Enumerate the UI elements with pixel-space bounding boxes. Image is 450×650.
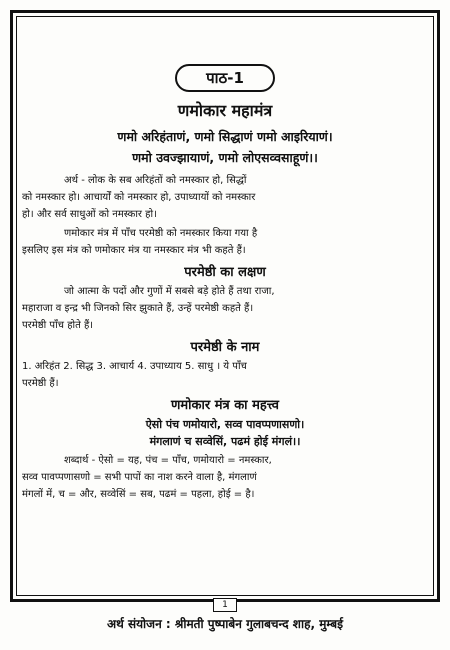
names-line-2: परमेष्ठी हैं। (22, 378, 59, 389)
meaning-line-1: अर्थ - लोक के सब अरिहंतों को नमस्कार हो, सिद्धों (64, 175, 247, 186)
mantra-line-2: णमो उवज्झायाणं, णमो लोएसव्वसाहूणं।। (132, 150, 318, 165)
mantra-line-1: णमो अरिहंताणं, णमो सिद्धाणं णमो आइरियाणं। (117, 129, 333, 144)
characteristics-line-3: परमेष्ठी पाँच होते हैं। (22, 320, 94, 331)
word-meaning-paragraph (22, 452, 428, 503)
explanation-line-1: णमोकार मंत्र में पाँच परमेष्ठी को नमस्कार किया गया है (64, 228, 258, 239)
explanation-line-2: इसलिए इस मंत्र को णमोकार मंत्र या नमस्कार मंत्र भी कहते हैं। (22, 245, 246, 256)
characteristics-line-2: महाराजा व इन्द्र भी जिनको सिर झुकाते हैं, उन्हें परमेष्ठी कहते हैं। (22, 303, 254, 314)
word-meaning-line-2: सव्व पावप्पणासणो = सभी पापों का नाश करने वाला है, मंगलाणं (22, 472, 257, 483)
section-heading-names: परमेष्ठी के नाम (190, 340, 260, 355)
importance-mantra-line-1: ऐसो पंच णमोयारो, सव्व पावप्पणासणो। (145, 418, 305, 431)
characteristics-paragraph (22, 283, 428, 334)
word-meaning-line-3: मंगलों में, च = और, सव्वेसिं = सब, पढमं = पहला, होई = है। (22, 489, 255, 500)
explanation-paragraph (22, 225, 428, 259)
lesson-label: पाठ-1 (175, 64, 275, 92)
page-content (22, 22, 428, 590)
word-meaning-line-1: शब्दार्थ - ऐसो = यह, पंच = पाँच, णमोयारो = नमस्कार, (64, 455, 272, 466)
names-paragraph (22, 358, 428, 392)
section-heading-importance: णमोकार मंत्र का महत्त्व (170, 398, 279, 413)
footer-credit: अर्थ संयोजन : श्रीमती पुष्पाबेन गुलाबचन्द शाह, मुम्बई (106, 617, 344, 631)
names-line-1: 1. अरिहंत 2. सिद्ध 3. आचार्य 4. उपाध्याय 5. साधु । ये पाँच (22, 361, 247, 372)
characteristics-line-1: जो आत्मा के पदों और गुणों में सबसे बड़े होते हैं तथा राजा, (64, 286, 275, 297)
meaning-paragraph (22, 172, 428, 223)
page-title: णमोकार महामंत्र (177, 101, 273, 120)
page-number: 1 (213, 598, 237, 612)
importance-mantra-line-2: मंगलाणं च सव्वेसिं, पढमं होई मंगलं।। (149, 435, 301, 448)
section-heading-characteristics: परमेष्ठी का लक्षण (184, 265, 266, 280)
meaning-line-3: हो। और सर्व साधुओं को नमस्कार हो। (22, 209, 157, 220)
meaning-line-2: को नमस्कार हो। आचार्यों को नमस्कार हो, उपाध्यायों को नमस्कार (22, 192, 256, 203)
